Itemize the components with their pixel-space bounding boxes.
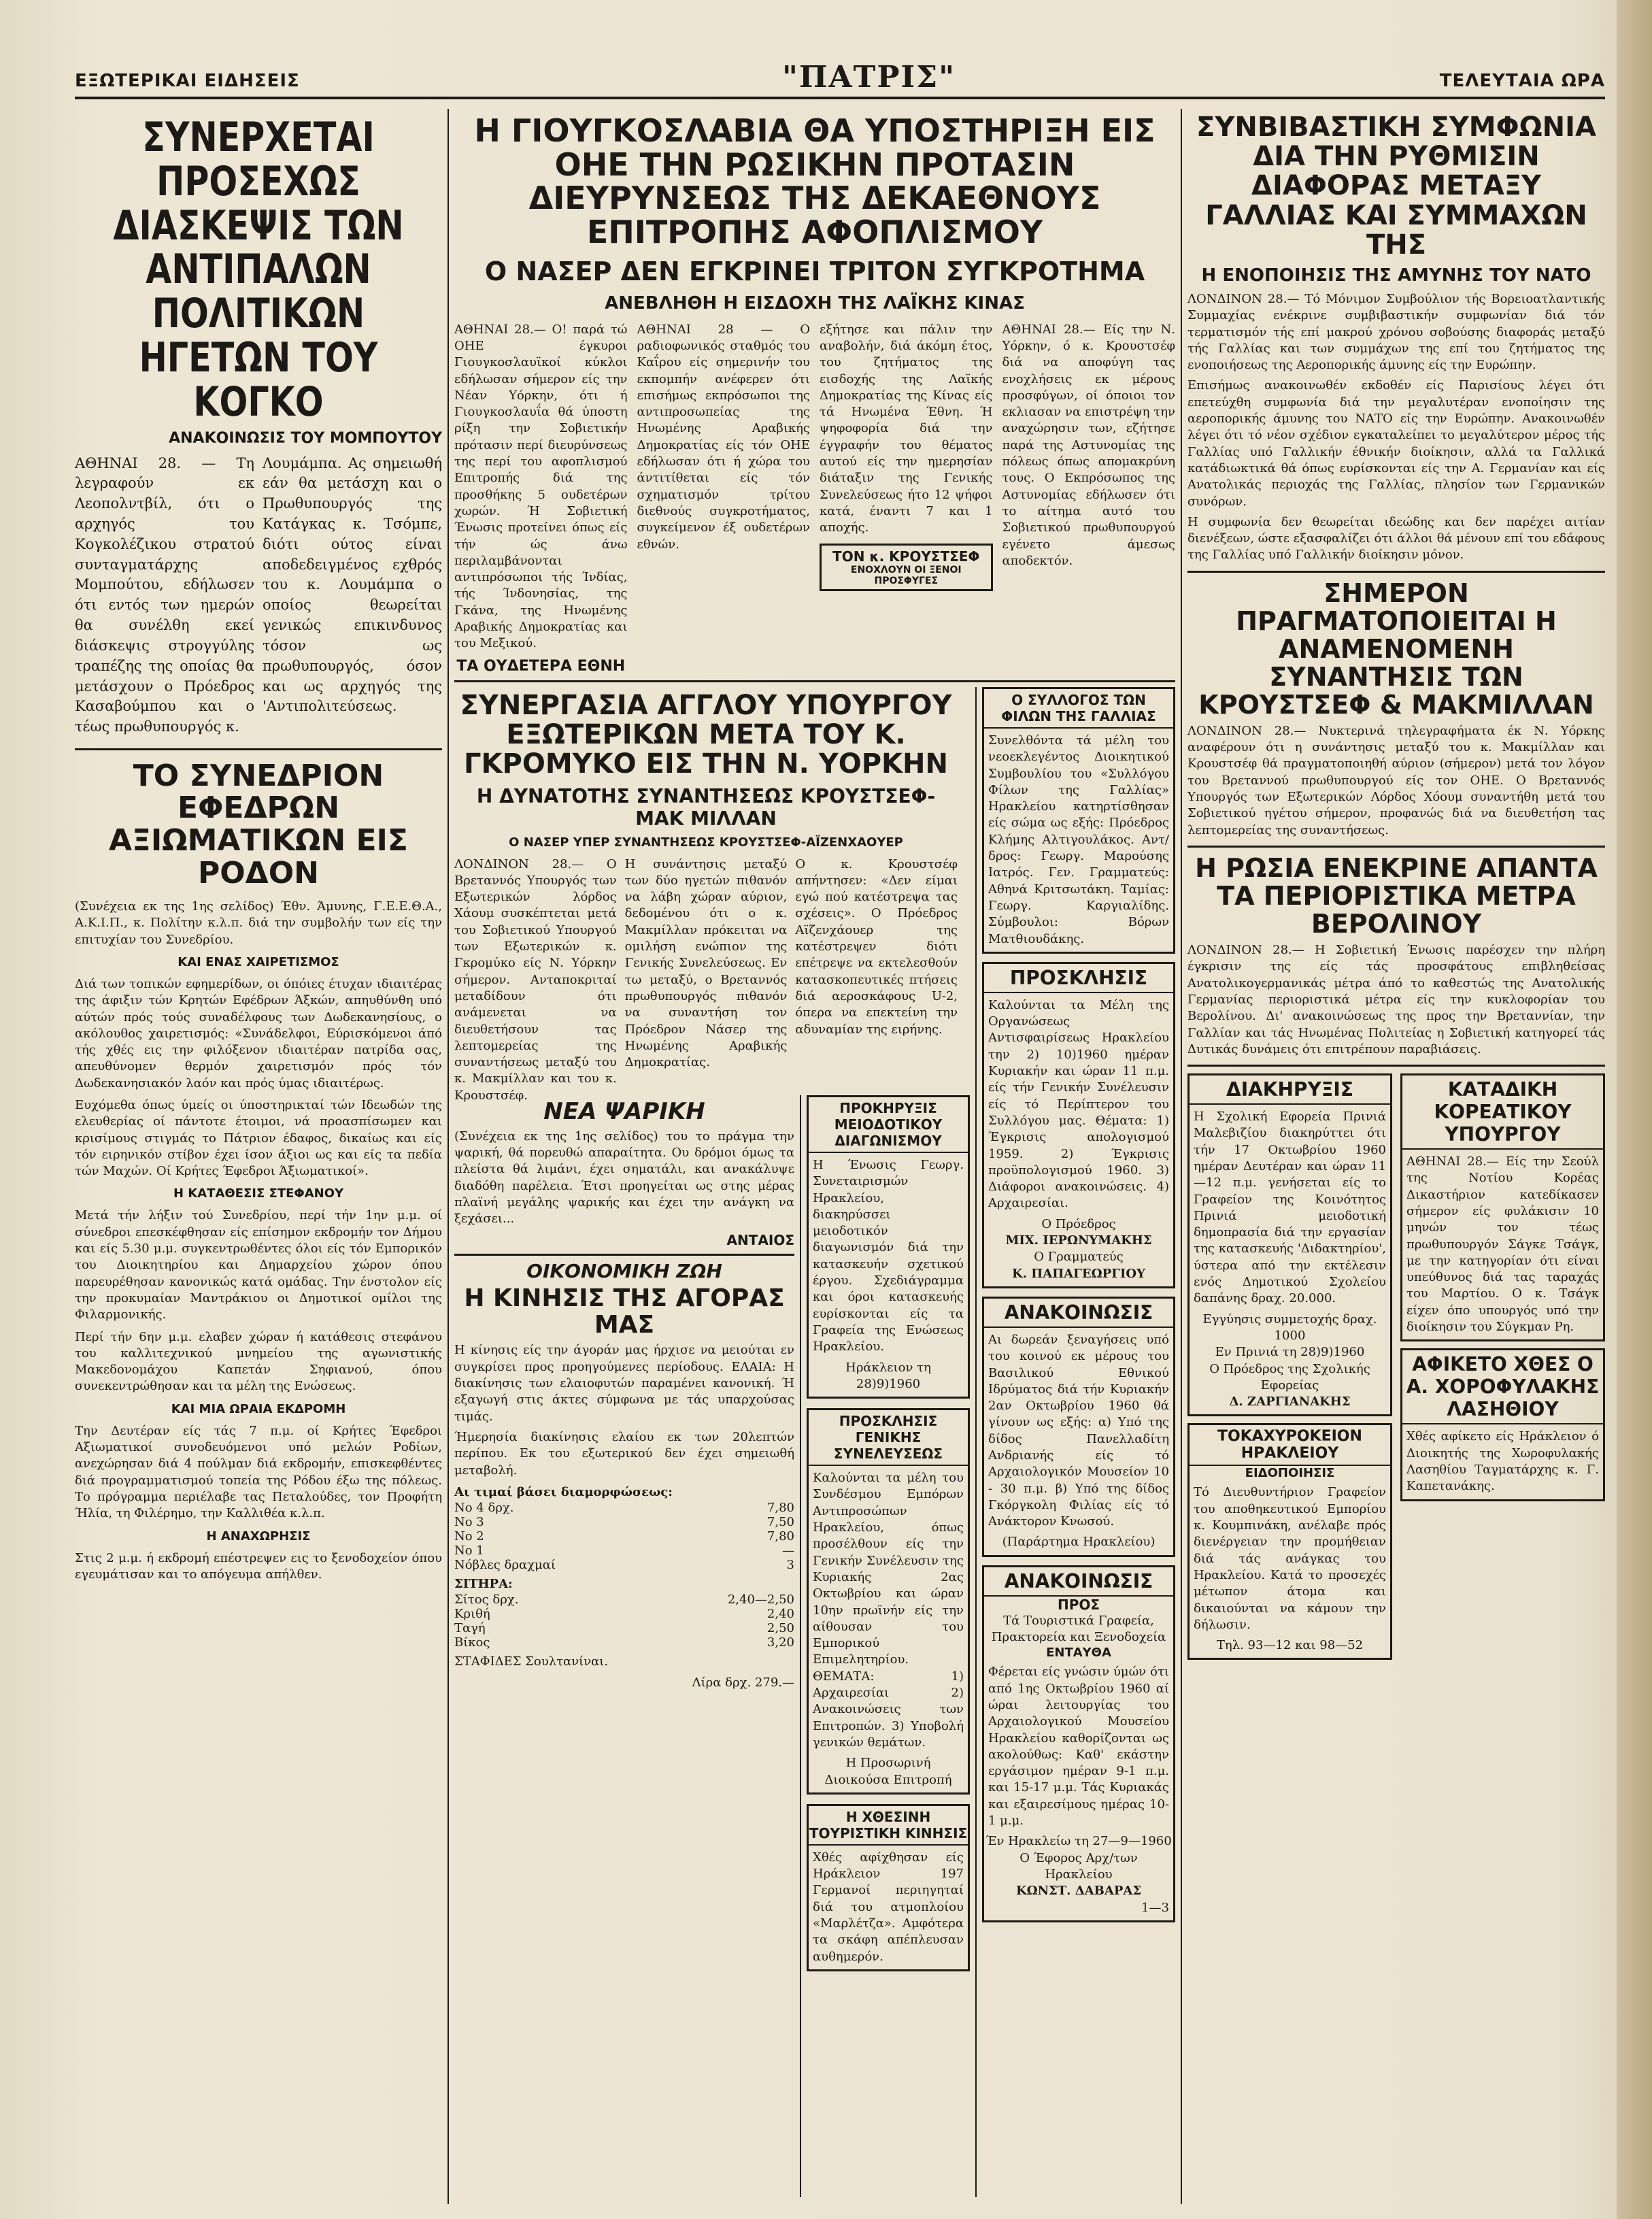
nato-text-1: ΛΟΝΔΙΝΟΝ 28.— Τό Μόνιμον Συμβούλιον τής Βορειοατλαντικής Συμμαχίας ενέκρινε συμβιβαστικήν συμφωνίαν διά τόν τερματισμόν τής επί μακρού χρόνου σοβούσης διαφοράς μεταξύ τής Γαλλίας και των συμμάχων της επί του ζητήματος της ενοποιήσεως της Αεροπορικής άμυνης είς την Ευρώπην.	[1187, 291, 1605, 373]
divider	[454, 680, 1175, 682]
yugo-text-4: ΑΘΗΝΑΙ 28.— Είς την Ν. Υόρκην, ό κ. Κρουστσέφ διά να αποφύγη τας ενοχλήσεις εκ μέρους προσφύγων, οί όποιοι τον εκλιασαν να επιστρέψη την αναχώρησιν των, εζήτησε παρά της Αστυνομίας της πόλεως όπως απομακρύνη τους. Ο Εκπρόσωπος της Αστυνομίας εδήλωσεν ότι το αίτημα αυτό του Σοβιετικού πρωθυπουργού εγένετο άμεσως αποδεκτόν.	[1002, 322, 1175, 568]
column-1	[75, 109, 442, 2204]
synelefseis-signer: Η Προσωρινή Διοικούσα Επιτροπή	[824, 1756, 952, 1787]
yugo-sub-1: Ο ΝΑΣΕΡ ΔΕΝ ΕΓΚΡΙΝΕΙ ΤΡΙΤΟΝ ΣΥΓΚΡΟΤΗΜΑ	[484, 256, 1145, 286]
section-label-right: ΤΕΛΕΥΤΑΙΑ ΩΡΑ	[1439, 71, 1605, 91]
prokiryxeis-title: ΠΡΟΚΗΡΥΞΙΣ ΜΕΙΟΔΟΤΙΚΟΥ ΔΙΑΓΩΝΙΣΜΟΥ	[809, 1097, 968, 1153]
grain-label: Κριθή	[454, 1607, 490, 1622]
kongo-text-2: Λουμάμπα. Ας σημειωθή εάν θα μετάσχη και ο Πρωθυπουργός της Κατάγκας κ. Τσόμπε, διότι ούτος είναι αποδεδειγμένος εχθρός του κ. Λουμάμπα ο οποίος θεωρείται γενικώς επικινδυνος τόσον ως πρωθυπουργός, όσον και ως αρχηγός της 'Αντιπολιτεύσεως.	[263, 454, 442, 715]
gromyko-sub-2: Ο ΝΑΣΕΡ ΥΠΕΡ ΣΥΝΑΝΤΗΣΕΩΣ ΚΡΟΥΣΤΣΕΦ-ΑΪΖΕΝΧΑΟΥΕΡ	[509, 835, 903, 850]
yugo-col-3	[820, 322, 993, 680]
gromyko-text-1: ΛΟΝΔΙΝΟΝ 28.— Ο Βρεταννός Υπουργός των Εξωτερικών λόρδος Χάουμ συσκέπτεται μετά του Σοβιετικού Υπουργού των Εξωτερικών κ. Γκρομύκο είς Ν. Υόρκην σήμερον. Ανταποκριταί μεταδίδουν ότι ανάμενεται να διευθετήσουν τας λεπτομερείας της συναντήσεως μεταξύ του κ. Μακμίλλαν και του κ. Κρουστσέφ.	[454, 856, 617, 1103]
proskliseis-box	[982, 962, 1175, 1288]
korea-text: ΑΘΗΝΑΙ 28.— Είς την Σεούλ της Νοτίου Κορέας Δικαστήριον κατεδίκασεν σήμερον είς φυλάκισιν 10 μηνών τον τέως πρωθυπουργόν Σάγκε Τσάγκ, με την κατηγορίαν ότι είναι υπεύθυνος διά τας ταραχάς του Μαρτίου. Ο κ. Τσάγκ είχεν όπο υπουργός υπό την διοίκησιν του Σύγκμαν Ρη.	[1406, 1154, 1599, 1335]
yugo-headline: Η ΓΙΟΥΓΚΟΣΛΑΒΙΑ ΘΑ ΥΠΟΣΤΗΡΙΞΗ ΕΙΣ ΟΗΕ ΤΗΝ ΡΩΣΙΚΗΝ ΠΡΟΤΑΣΙΝ ΔΙΕΥΡΥΝΣΕΩΣ ΤΗΣ ΔΕΚΑΕΘΝΟΥΣ ΕΠΙΤΡΟΠΗΣ ΑΦΟΠΛΙΣΜΟΥ	[474, 112, 1156, 251]
tokaxyrokeion-text: Τό Διευθυντήριον Γραφείον του αποθηκευτικού Εμπορίου κ. Κουμπινάκη, ανέλαβε πρός διενέργειαν την προμήθειαν διά τάς ανάγκας του Ηρακλείου. Κατά το προσεχές μέτωπον άτομα και δικαιούνται να κάμουν την δήλωσιν.	[1194, 1485, 1386, 1632]
price-row	[454, 1501, 794, 1515]
tokaxyrokeion-sub: ΕΙΔΟΠΟΙΗΣΙΣ	[1245, 1466, 1335, 1481]
grain-value: 2,40	[766, 1607, 794, 1622]
rodos-text-2: Ευχόμεθα όπως ύμείς οι ύποστηρικταί τών Ιδεωδών της ελευθερίας οί πάντοτε έτοιμοι, νά προασπίσωμεν και κρισίμους στιγμάς το Πάτριον έδαφος, δικαίως και είς τόν ειρηνικόν στίβον έχει ίσον άξιοι ως και είς τα πεδία τών Μαχών. Οί Κρήτες Έφεδροι Άξιωματικοί».	[75, 1097, 442, 1179]
kongo-headline: ΣΥΝΕΡΧΕΤΑΙ ΠΡΟΣΕΧΩΣ ΔΙΑΣΚΕΨΙΣ ΤΩΝ ΑΝΤΙΠΑΛΩΝ ΠΟΛΙΤΙΚΩΝ ΗΓΕΤΩΝ ΤΟΥ ΚΟΓΚΟ	[113, 114, 404, 426]
price-label: No 1	[454, 1544, 484, 1558]
tourism-headline: Η ΧΘΕΣΙΝΗ ΤΟΥΡΙΣΤΙΚΗ ΚΙΝΗΣΙΣ	[809, 1806, 968, 1846]
notices-column	[807, 1095, 970, 2197]
divider	[1187, 1065, 1605, 1067]
psariki-text: (Συνέχεια εκ της 1ης σελίδος) του το πράγμα την ψαρική, θά πορευθώ απαραίτητα. Ου δρόμοι όμως τα πλείστα θά λιμάνι, έχει σηματάλι, και ανακάλυψε διαδόθη παρέλεια. Έτσι προηγείται ως στης μέρας πλαϊνή μεγάλης ψαρικής και έχει την ανάγκη να ξεχάσει...	[454, 1129, 794, 1227]
kongo-text-1: ΑΘΗΝΑΙ 28. — Τη λεγραφούν εκ Λεοπολντβίλ, ότι ο αρχηγός του Κογκολέζικου στρατού συνταγματάρχης Μομπούτου, εδήλωσεν ότι εντός των ημερών θα συνέλθη εκεί διάσκεψις στρογγύλης τραπέζης της οποίας θα μετάσχουν ο Πρόεδρος Κασαβούμπου και ο τέως πρωθυπουργός κ.	[75, 454, 254, 735]
arrival-box	[1400, 1348, 1605, 1501]
proskliseis-sign2-name: Κ. ΠΑΠΑΓΕΩΡΓΙΟΥ	[1012, 1266, 1145, 1281]
divider	[454, 1254, 794, 1256]
psariki-market	[454, 1095, 794, 2197]
price-row	[454, 1529, 794, 1544]
price-label: No 4 δρχ.	[454, 1501, 514, 1516]
column-rule-4	[1181, 109, 1182, 2204]
psariki-headline: ΝΕΑ ΨΑΡΙΚΗ	[543, 1098, 705, 1125]
tourism-box	[807, 1804, 970, 1971]
grain-label: Βίκος	[454, 1635, 490, 1650]
nato-text-3: Η συμφωνία δεν θεωρείται ιδεώδης και δεν παρέχει αιτίαν διενέξεων, ώστε εξασφαλίζει ότι άλλοι θά μένουν επί του εδάφους της Γαλλίας υπό Γαλλικήν διοίκησιν μόνον.	[1187, 514, 1605, 563]
yugo-text-3: εξήτησε και πάλιν την αναβολήν, διά άκόμη έτος, του ζητήματος της εισδοχής της Λαϊκής Δημοκρατίας της Κίνας είς τά Ηνωμένα Έθνη. Ή ψηφοφορία διά την έγγραφήν του θέματος αυτού είς την ημερησίαν διάταξιν της Γενικής Συνελεύσεως ήτο 12 ψήφοι κατά, έναντι 7 και 1 αποχής.	[820, 322, 993, 535]
krouschev-box-title: ΤΟΝ κ. ΚΡΟΥΣΤΣΕΦ	[832, 548, 980, 565]
anakoinosis1-box	[982, 1297, 1175, 1557]
price-label: No 3	[454, 1515, 484, 1530]
announcements-column	[982, 687, 1175, 2197]
nato-sub: Η ΕΝΟΠΟΙΗΣΙΣ ΤΗΣ ΑΜΥΝΗΣ ΤΟΥ ΝΑΤΟ	[1201, 265, 1591, 286]
syllogos-text: Συνελθόντα τά μέλη του νεοεκλεγέντος Διοικητικού Συμβουλίου του «Συλλόγου Φίλων της Γαλλίας» Ηρακλείου κατηρτίσθησαν είς σώμα ως εξής: Πρόεδρος Κλήμης Αλτιγουλάκος. Αντ/δρος: Γεωργ. Μαρούσης Ιατρός. Γεν. Γραμματεύς: Αθηνά Κριτσωτάκη. Ταμίας: Γεωργ. Καργιαλίδης. Σύμβουλοι: Βόρων Ματθιουδάκης.	[988, 733, 1169, 946]
diakirixeis-extra: Εγγύησις συμμετοχής δραχ. 1000	[1202, 1312, 1377, 1343]
market-prices	[454, 1501, 794, 1572]
grain-row	[454, 1635, 794, 1650]
tokaxyrokeion-box	[1187, 1423, 1392, 1660]
price-row	[454, 1558, 794, 1572]
anakoinosis2-sub3: ΕΝΤΑΥΘΑ	[1046, 1646, 1111, 1661]
rodos-sub-1: ΚΑΙ ΕΝΑΣ ΧΑΙΡΕΤΙΣΜΟΣ	[178, 954, 339, 969]
anakoinosis2-title: ΑΝΑΚΟΙΝΩΣΙΣ	[984, 1567, 1173, 1597]
proskliseis-sign1: Ο Πρόεδρος	[1041, 1216, 1116, 1231]
column-rule-1	[448, 109, 449, 2204]
grain-label: Ταγή	[454, 1621, 486, 1636]
anakoinosis2-signer: Ο Έφορος Αρχ/των Ηρακλείου	[1019, 1850, 1138, 1882]
price-value: 7,80	[766, 1501, 794, 1516]
grain-label: Σίτος δρχ.	[454, 1592, 519, 1607]
anakoinosis1-text: Αι δωρεάν ξεναγήσεις υπό του κοινού εκ μέρους του Βασιλικού Εθνικού Ιδρύματος διά τήν Κυριακήν 2αν Οκτωβρίου 1960 θά γίνουν ως εξής: α) Υπό της δίδος Πανελλαδίτη Ανδριανής είς τό Αρχαιολογικόν Μουσείον 10 - 30 π.μ. β) Υπό της δίδος Γκόργκολη Φιλίας είς τό Ανάκτορον Κνωσού.	[988, 1332, 1169, 1529]
section-label-left: ΕΞΩΤΕΡΙΚΑΙ ΕΙΔΗΣΕΙΣ	[75, 71, 300, 91]
prokiryxeis-text: Η Ένωσις Γεωργ. Συνεταιρισμών Ηρακλείου, διακηρύσσει μειοδοτικόν διαγωνισμόν διά την κατασκευήν σχετικού έργου. Σχεδιάγραμμα και όροι κατασκευής ευρίσκονται είς τα Γραφεία της Ενώσεως Ηρακλείου.	[813, 1158, 964, 1354]
arrival-text: Χθές αφίκετο είς Ηράκλειον ό Διοικητής της Χωροφυλακής Λασηθίου Ταγματάρχης κ. Γ. Καπετανάκης.	[1406, 1429, 1599, 1494]
korea-headline: ΚΑΤΑΔΙΚΗ ΚΟΡΕΑΤΙΚΟΥ ΥΠΟΥΡΓΟΥ	[1402, 1075, 1603, 1150]
syllogos-box	[982, 687, 1175, 954]
syllogos-title: Ο ΣΥΛΛΟΓΟΣ ΤΩΝ ΦΙΛΩΝ ΤΗΣ ΓΑΛΛΙΑΣ	[984, 689, 1173, 729]
rodos-sub-2: Η ΚΑΤΑΘΕΣΙΣ ΣΤΕΦΑΝΟΥ	[173, 1186, 344, 1201]
proskliseis-text: Καλούνται τα Μέλη της Οργανώσεως Αντισφαιρίσεως Ηρακλείου την 2) 10)1960 ημέραν Κυριακήν και ώραν 11 π.μ. είς τήν Γενικήν Συνέλευσιν είς τό Περίπτερον του Συλλόγου μας. Θέματα: 1) Έγκρισις απολογισμού 1959. 2) Έγκρισις προϋπολογισμού 1960. 3) Διάφοροι ανακοινώσεις. 4) Αρχαιρεσίαι.	[988, 997, 1169, 1211]
masthead	[75, 60, 1605, 94]
grain-value: 2,40—2,50	[727, 1592, 794, 1607]
yugo-text-1: ΑΘΗΝΑΙ 28.— Ο! παρά τώ ΟΗΕ έγκυροι Γιουγκοσλαυϊκοί κύκλοι εδήλωσαν σήμερον είς την Νέαν Υόρκην, ότι ή Γιουγκοσλαυΐα θά ύποστη ρίξη την Σοβιετικήν πρότασιν περί διευρύνσεως της περί του αφοπλισμού Επιτροπής διά της προσθήκης 5 ουδετέρων χωρών. Ή Σοβιετική Ένωσις προτείνει όπως είς τήν ώς άνω περιλαμβάνονται αντιπρόσωποι τής Ίνδίας, τής Ίνδονησίας, της Γκάνα, της Ηνωμένης Αραβικής Δημοκρατίας και του Μεξικού.	[454, 322, 628, 651]
anakoinosis2-sub: ΠΡΟΣ	[1057, 1596, 1100, 1613]
anakoinosis1-signature: (Παράρτημα Ηρακλείου)	[1002, 1535, 1156, 1550]
proskliseis-sign1-name: ΜΙΧ. ΙΕΡΩΝΥΜΑΚΗΣ	[1005, 1233, 1152, 1248]
price-label: No 2	[454, 1529, 484, 1544]
anakoinosis2-box	[982, 1565, 1175, 1922]
page-spine	[1617, 0, 1652, 2219]
divider	[1187, 571, 1605, 573]
diakirixeis-text: Η Σχολική Εφορεία Πρινιά Μαλεβιζίου διακηρύττει ότι τήν 17 Οκτωβρίου 1960 ημέραν Δευτέραν και ώραν 11—12 π.μ. γενήσεται είς το Γραφείον της Κοινότητος Πρινιά μειοδοτική δημοπρασία διά την εργασίαν της κατασκευής 'Διδακτηρίου', ύστερα από την εκτέλεσιν ενός Δημοτικού Σχολείου δαπάνης δραχ. 20.000.	[1194, 1110, 1386, 1306]
masthead-rule	[75, 97, 1605, 99]
diakirixeis-title: ΔΙΑΚΗΡΥΞΙΣ	[1190, 1075, 1390, 1105]
rodos-text-5: Την Δευτέραν είς τάς 7 π.μ. οί Κρήτες Έφεδροι Αξιωματικοί συνοδευόμενοι υπό μελών Ροδίων, ανεχώρησαν διά 4 πούλμαν διά εκδρομήν, επισκεφθέντες διά προγραμματισμού τοπεία της Ρόδου έξω της πόλεως. Το πρόγραμμα περιέλαβε τας Πεταλούδες, τον Προφήτη Ήλία, τη Φιλέρημο, την Καλλιθέα κ.λ.π.	[75, 1423, 442, 1521]
synelefseis-box	[807, 1408, 970, 1795]
yugo-body	[454, 322, 1175, 680]
grain-value: 2,50	[766, 1621, 794, 1636]
gromyko-article	[454, 687, 958, 1103]
proskliseis-title: ΠΡΟΣΚΛΗΣΙΣ	[984, 964, 1173, 993]
yugo-sub-2: ΑΝΕΒΛΗΘΗ Η ΕΙΣΔΟΧΗ ΤΗΣ ΛΑΪΚΗΣ ΚΙΝΑΣ	[605, 293, 1025, 314]
price-row	[454, 1515, 794, 1529]
market-text-1: Η κίνησις είς την άγοράν μας ήρχισε να μειούται εν συγκρίσει προς προηγούμενες περίοδους. ΕΛΑΙΑ: Η διακίνησις των ελαιοφυτών παραμένει κανονική. Ή εξαγωγή στις άκτες σύμφωνα με τάς υπαρχούσας τιμάς.	[454, 1343, 794, 1424]
yugo-article	[454, 109, 1175, 675]
yugo-sub-3: ΤΑ ΟΥΔΕΤΕΡΑ ΕΘΝΗ	[456, 657, 626, 675]
gromyko-text-3: Ο κ. Κρουστσέφ απήντησεν: «Δεν είμαι εγώ πού κατέστρεψα τας σχέσεις». Ο Πρόεδρος Αϊζενχάουερ της κατέστρεψεν διότι επέτρεψε να εκτελεσθούν κατασκοπευτικές πτήσεις διά αεροσκάφους U-2, όπερα να επεκτείνη την αδυναμίαν της ειρήνης.	[795, 856, 958, 1037]
tokaxyrokeion-phone: Τηλ. 93—12 και 98—52	[1216, 1638, 1364, 1653]
nato-headline: ΣΥΝΒΙΒΑΣΤΙΚΗ ΣΥΜΦΩΝΙΑ ΔΙΑ ΤΗΝ ΡΥΘΜΙΣΙΝ ΔΙΑΦΟΡΑΣ ΜΕΤΑΞΥ ΓΑΛΛΙΑΣ ΚΑΙ ΣΥΜΜΑΧΩΝ ΤΗΣ	[1196, 112, 1596, 261]
yugo-col-2	[637, 322, 811, 680]
market-stafides: ΣΤΑΦΙΔΕΣ Σουλτανίναι.	[454, 1654, 609, 1669]
anakoinosis2-place: Έν Ηρακλείω τη 27—9—1960	[985, 1834, 1172, 1849]
berlin-text: ΛΟΝΔΙΝΟΝ 28.— Η Σοβιετική Ένωσις παρέσχεν την πλήρη έγκρισιν της είς τάς προσφάτους επιβληθείσας Ανατολικογερμανικάς μέτρα άπό το καθεστώς της Ανατολικής Γερμανίας περιοριστικά μέτρα είς την κυκλοφορίαν του Βερολίνου. Δι' ανακοινώσεως της προς την Βρεταννίαν, την Γαλλίαν και τάς Ηνωμένας Πολιτείας η Σοβιετική κατηγορεί τάς Δυτικάς δυνάμεις ότι επιτρέπουν παραβιάσεις.	[1187, 943, 1605, 1056]
rodos-sub-4: Η ΑΝΑΧΩΡΗΣΙΣ	[206, 1529, 311, 1544]
diakirixeis-signer-name: Δ. ΖΑΡΓΙΑΝΑΚΗΣ	[1229, 1395, 1351, 1409]
price-value: 7,80	[766, 1529, 794, 1544]
rodos-left	[75, 899, 442, 1583]
psariki-author: ΑΝΤΑΙΟΣ	[726, 1231, 794, 1248]
anakoinosis2-text: Φέρεται είς γνώσιν ύμών ότι από 1ης Οκτωβρίου 1960 αί ώραι λειτουργίας του Αρχαιολογικού Μουσείου Ηρακλείου καθορίζονται ως ακολούθως: Καθ' εκάστην εργάσιμον ημέραν 9-1 π.μ. και 15-17 μ.μ. Τάς Κυριακάς και εξαιρεσίμους ημέρας 10-1 μ.μ.	[988, 1665, 1169, 1829]
right-column	[1187, 109, 1605, 2204]
korea-box	[1400, 1073, 1605, 1341]
grain-value: 3,20	[766, 1635, 794, 1650]
price-value: —	[782, 1544, 794, 1558]
synelefseis-text: Καλούνται τα μέλη του Συνδέσμου Εμπόρων Αντιπροσώπων Ηρακλείου, όπως προσέλθουν είς την Γενικήν Συνέλευσιν της Κυριακής 2ας Οκτωβρίου και ώραν 10ην πρωϊνήν είς την αίθουσαν του Εμπορικού Επιμελητηρίου. ΘΕΜΑΤΑ: 1) Αρχαιρεσίαι 2) Ανακοινώσεις των Επιτροπών. 3) Υποβολή γενικών θεμάτων.	[813, 1471, 964, 1750]
krouschev-box	[820, 544, 993, 591]
diakirixeis-place: Εν Πρινιά τη 28)9)1960	[1215, 1345, 1365, 1360]
anakoinosis2-signer-name: ΚΩΝΣΤ. ΔΑΒΑΡΑΣ	[1015, 1884, 1142, 1899]
market-grain	[454, 1592, 794, 1650]
market-prices-title: Αι τιμαί βάσει διαμορφώσεως:	[454, 1484, 673, 1499]
tourism-text: Χθές αφίχθησαν είς Ηράκλειον 197 Γερμανοί περιηγηταί διά του ατμοπλοίου «Μαρλέτζα». Αμφότερα τα σκάφη απέπλευσαν αυθημερόν.	[813, 1850, 964, 1964]
grain-row	[454, 1592, 794, 1607]
rodos-sub-3: ΚΑΙ ΜΙΑ ΩΡΑΙΑ ΕΚΔΡΟΜΗ	[171, 1401, 346, 1416]
kongo-body	[75, 454, 442, 743]
moscow-text: ΛΟΝΔΙΝΟΝ 28.— Νυκτερινά τηλεγραφήματα έκ Ν. Υόρκης αναφέρουν ότι η συνάντησις μεταξύ του κ. Μακμίλλαν και Κρουστσέφ θά πραγματοποιηθή αύριον (σήμερον) μετά τον λόγον του Βρεταννού πρωθυπουργού είς τον ΟΗΕ. Ο Βρεταννός Υπουργός των Εξωτερικών Λόρδος Χόουμ συναντήθη μετά του Σοβιετικού ηγέτου σήμερον, προφανώς διά να διευθετήση τας λεπτομερείας της συναντήσεως.	[1187, 723, 1605, 837]
tokaxyrokeion-title: ΤΟΚΑΧΥΡΟΚΕΙΟΝ ΗΡΑΚΛΕΙΟΥ	[1190, 1425, 1390, 1466]
column-rule-3	[975, 687, 977, 2197]
rodos-text-4: Περί τήν 6ην μ.μ. ελαβεν χώραν ή κατάθεσις στεφάνου του καλλιτεχνικού μνημείου της αγωνιστικής Μακεδονομάχου Καπετάν Σηφιανού, όπου συνεκεντρώθησαν και τα μέλη της Ενώσεως.	[75, 1329, 442, 1394]
price-value: 3	[786, 1558, 794, 1573]
yugo-col-4	[1002, 322, 1176, 680]
yugo-text-2: ΑΘΗΝΑΙ 28 — Ο ραδιοφωνικός σταθμός του Καΐρου είς σημερινήν του εκπομπήν ανέφερεν ότι επισήμως εκπρόσωποι της αντιπροσωπείας της Ηνωμένης Αραβικής Δημοκρατίας είς τόν ΟΗΕ εδήλωσαν ότι ή χώρα του άντιτίθεται είς τόν σχηματισμόν τρίτου διεθνούς συγκροτήματος, συγκείμενον έξ ουδετέρων εθνών.	[637, 322, 810, 552]
divider	[1187, 846, 1605, 848]
column-rule-2	[800, 1095, 801, 2197]
gromyko-text-2: Η συνάντησις μεταξύ των δύο ηγετών πιθανόν να λάβη χώραν αύριον, δεδομένου ότι ο κ. Μακμίλλαν πρόκειται να ομιλήση ενώπιον της Γενικής Συνελεύσεως. Εν τω μεταξύ, ο Βρεταννός πρωθυπουργός πιθανόν να συναντήση τον Πρόεδρον Νάσερ της Ηνωμένης Αραβικής Δημοκρατίας.	[624, 856, 788, 1070]
price-label: Νόβλες δραχμαί	[454, 1558, 556, 1573]
right-bottom	[1187, 1073, 1605, 1660]
grain-row	[454, 1607, 794, 1621]
rodos-intro: (Συνέχεια εκ της 1ης σελίδος) Έθν. Άμυνης, Γ.Ε.Ε.Θ.Α., Α.Κ.Ι.Π., κ. Πολίτην κ.λ.π. διά την συμβολήν των είς την επιτυχίαν του Συνεδρίου.	[75, 899, 442, 947]
rodos-text-1: Διά των τοπικών εφημερίδων, οι όπόιες έτυχαν ιδιαιτέρας της άφιξιν τών Κρητών Εφέδρων Άξκών, απηυθύνθη υπό αύτών πρός τούς συναδέλφους των Δωδεκανησίους, ο ακόλουθος χαιρετισμός: «Συνάδελφοι, Εύρισκόμενοι άπό τής χθές εις την φιλόξενον ιδιαιτέραν πατρίδα σας, απευθύνομεν θερμόν χαιρετισμόν πρός τόν Δωδεκανησιακόν λαόν και πρός ύμας ιδιαιτέρως.	[75, 976, 442, 1090]
arrival-headline: ΑΦΙΚΕΤΟ ΧΘΕΣ Ο Α. ΧΟΡΟΦΥΛΑΚΗΣ ΛΑΣΗΘΙΟΥ	[1402, 1350, 1603, 1424]
korea-section	[1400, 1073, 1605, 1660]
nato-text-2: Επισήμως ανακοινωθέν εκδοθέν είς Παρισίους λέγει ότι επετεύχθη συμφωνία διά την μεγαλυτέραν ενοποίησιν της αεροπορικής άμυνης του ΝΑΤΟ είς την Ευρώπην. Ανακοινωθέν λέγει ότι τό νέον σχέδιον εγκαταλείπει το μεγαλύτερον μέρος τής Γαλλίας υπό Γαλλικήν έθνικήν διοίκησιν, αλλά τα Γαλλικά κατάδιωκτικά θά όπως ευρίσκονται είς την Α. Γερμανίαν και είς Ανατολικάς περιοχάς της Γαλλίας, πλησίον των Γερμανικών συνόρων.	[1187, 378, 1605, 509]
grain-row	[454, 1621, 794, 1635]
krouschev-box-sub: ΕΝΟΧΛΟΥΝ ΟΙ ΞΕΝΟΙ ΠΡΟΣΦΥΓΕΣ	[850, 564, 962, 586]
newspaper-title: "ΠΑΤΡΙΣ"	[782, 60, 956, 95]
gromyko-sub-1: Η ΔΥΝΑΤΟΤΗΣ ΣΥΝΑΝΤΗΣΕΩΣ ΚΡΟΥΣΤΣΕΦ-ΜΑΚ ΜΙΛΛΑΝ	[476, 784, 936, 830]
proskliseis-sign2: Ο Γραμματεύς	[1034, 1250, 1124, 1265]
divider	[75, 748, 442, 750]
rodos-headline: ΤΟ ΣΥΝΕΔΡΙΟΝ ΕΦΕΔΡΩΝ ΑΞΙΩΜΑΤΙΚΩΝ ΕΙΣ ΡΟΔΟΝ	[109, 758, 408, 890]
market-sitira: ΣΙΤΗΡΑ:	[454, 1577, 513, 1592]
price-value: 7,50	[766, 1515, 794, 1530]
rodos-text-6: Στις 2 μ.μ. ή εκδρομή επέστρεψεν εις το ξενοδοχείον όπου εγευμάτισαν και το απόγευμα απήλθεν.	[75, 1550, 442, 1582]
rodos-text-3: Μετά τήν λήξιν τού Συνεδρίου, περί τήν 1ην μ.μ. οί σύνεδροι επεσκέφθησαν είς επίσημον εκδρομήν τον Δήμου και είς 5.30 μ.μ. συγκεντρωθέντες όλοι είς τόν Εμπορικόν του Διοικητηρίου και Δημαρχείου χώρον όπου παρευρέθησαν κανονικώς κατά ομάδας. Την ένστολον είς την προκυμαίαν Μαντράκιου οι Δημοτικοί ομίλοι της Φιλαρμονικής.	[75, 1208, 442, 1322]
market-text-2: Ήμερησία διακίνησις ελαίου εκ των 20λεπτών περίπου. Εκ του εξωτερικού δεν έχει σημειωθή μεταβολή.	[454, 1429, 794, 1478]
moscow-headline: ΣΗΜΕΡΟΝ ΠΡΑΓΜΑΤΟΠΟΙΕΙΤΑΙ Η ΑΝΑΜΕΝΟΜΕΝΗ ΣΥΝΑΝΤΗΣΙΣ ΤΩΝ ΚΡΟΥΣΤΣΕΦ & ΜΑΚΜΙΛΛΑΝ	[1198, 578, 1594, 720]
prokiryxeis-place: Ηράκλειον τη 28)9)1960	[845, 1360, 931, 1391]
anakoinosis2-sub2: Τά Τουριστικά Γραφεία, Πρακτορεία και Ξενοδοχεία	[991, 1613, 1166, 1645]
price-row	[454, 1544, 794, 1558]
anakoinosis2-code: 1—3	[1141, 1900, 1169, 1915]
anakoinosis1-title: ΑΝΑΚΟΙΝΩΣΙΣ	[984, 1299, 1173, 1328]
synelefseis-title: ΠΡΟΣΚΛΗΣΙΣ ΓΕΝΙΚΗΣ ΣΥΝΕΛΕΥΣΕΩΣ	[809, 1410, 968, 1466]
prokiryxeis-box	[807, 1095, 970, 1399]
kongo-subheadline: ΑΝΑΚΟΙΝΩΣΙΣ ΤΟΥ ΜΟΜΠΟΥΤΟΥ	[169, 429, 442, 447]
diakirixeis-signer: Ο Πρόεδρος της Σχολικής Εφορείας	[1209, 1361, 1370, 1392]
yugo-col-1	[454, 322, 628, 680]
rodos-body	[75, 899, 442, 1583]
diakirixeis-box	[1187, 1073, 1392, 1416]
gromyko-headline: ΣΥΝΕΡΓΑΣΙΑ ΑΓΓΛΟΥ ΥΠΟΥΡΓΟΥ ΕΞΩΤΕΡΙΚΩΝ ΜΕΤΑ ΤΟΥ Κ. ΓΚΡΟΜΥΚΟ ΕΙΣ ΤΗΝ Ν. ΥΟΡΚΗΝ	[460, 690, 952, 780]
gromyko-body	[454, 856, 958, 1104]
berlin-headline: Η ΡΩΣΙΑ ΕΝΕΚΡΙΝΕ ΑΠΑΝΤΑ ΤΑ ΠΕΡΙΟΡΙΣΤΙΚΑ ΜΕΤΡΑ ΒΕΡΟΛΙΝΟΥ	[1195, 852, 1598, 939]
market-title: ΟΙΚΟΝΟΜΙΚΗ ΖΩΗ	[526, 1259, 722, 1282]
market-headline: Η ΚΙΝΗΣΙΣ ΤΗΣ ΑΓΟΡΑΣ ΜΑΣ	[464, 1284, 785, 1339]
diakirixeis-section	[1187, 1073, 1392, 1660]
market-total: Λίρα δρχ. 279.—	[692, 1675, 794, 1690]
